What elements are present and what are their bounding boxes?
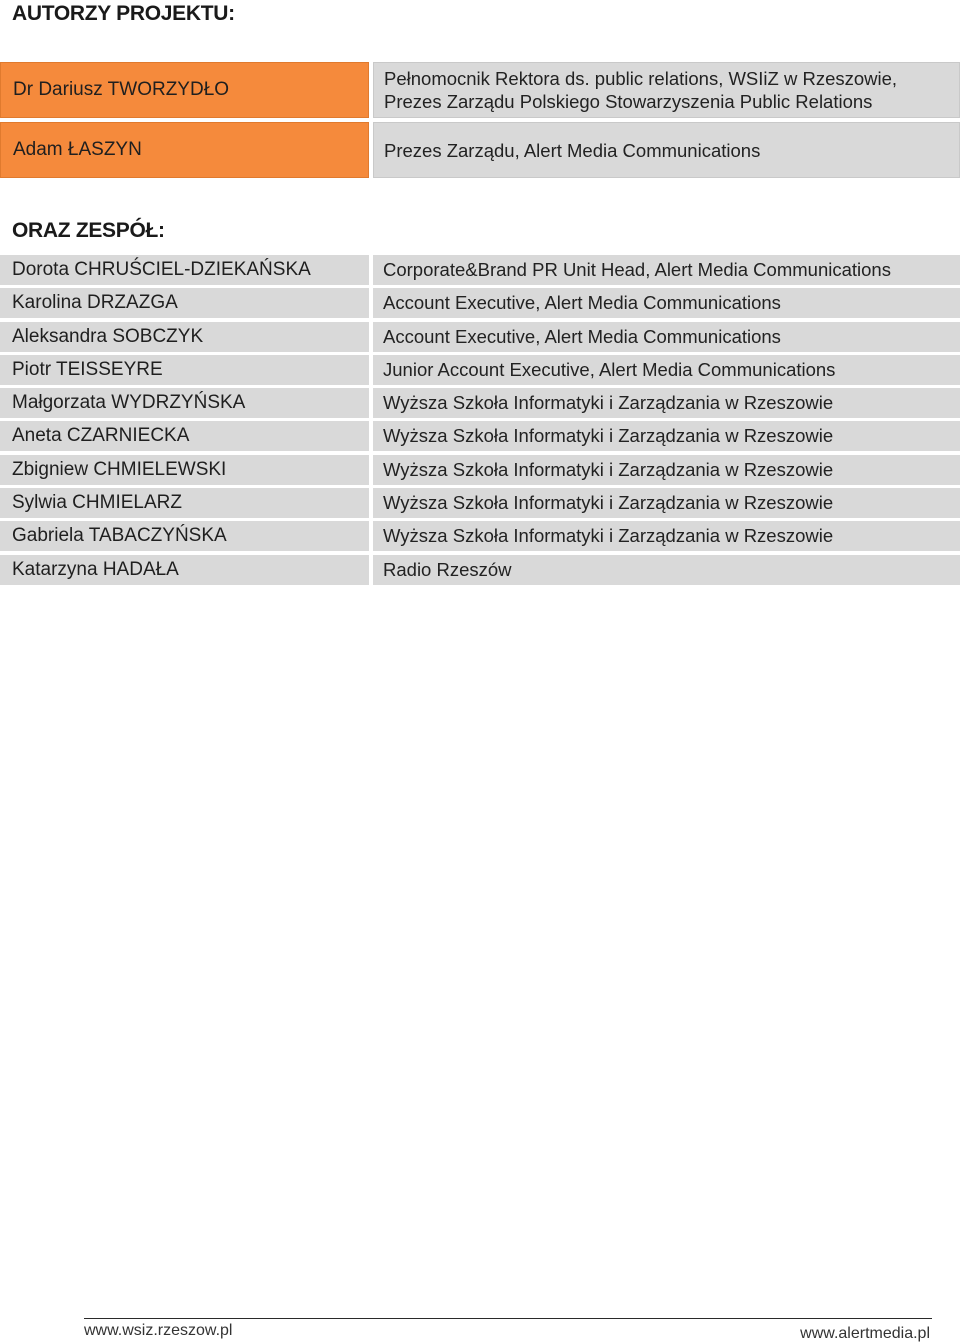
team-member-name: Aleksandra SOBCZYK bbox=[0, 322, 369, 352]
team-row bbox=[0, 455, 960, 485]
team-member-role: Wyższa Szkoła Informatyki i Zarządzania w Rzeszowie bbox=[373, 388, 960, 418]
team-row bbox=[0, 521, 960, 551]
footer-divider bbox=[84, 1318, 932, 1319]
team-row bbox=[0, 255, 960, 285]
author-role bbox=[373, 62, 960, 118]
team-member-role: Wyższa Szkoła Informatyki i Zarządzania w Rzeszowie bbox=[373, 521, 960, 551]
team-member-role: Radio Rzeszów bbox=[373, 555, 960, 585]
author-role-line: Prezes Zarządu, Alert Media Communications bbox=[384, 139, 761, 161]
footer-link-alertmedia[interactable]: www.alertmedia.pl bbox=[800, 1325, 930, 1342]
team-member-role: Junior Account Executive, Alert Media Communications bbox=[373, 355, 960, 385]
team-member-name: Katarzyna HADAŁA bbox=[0, 555, 369, 585]
team-member-name: Gabriela TABACZYŃSKA bbox=[0, 521, 369, 551]
authors-heading: AUTORZY PROJEKTU: bbox=[12, 2, 235, 25]
team-row bbox=[0, 488, 960, 518]
team-heading: ORAZ ZESPÓŁ: bbox=[12, 219, 165, 242]
team-member-role: Wyższa Szkoła Informatyki i Zarządzania w Rzeszowie bbox=[373, 421, 960, 451]
author-name: Adam ŁASZYN bbox=[0, 122, 369, 178]
team-member-name: Karolina DRZAZGA bbox=[0, 288, 369, 318]
team-member-name: Aneta CZARNIECKA bbox=[0, 421, 369, 451]
team-member-name: Sylwia CHMIELARZ bbox=[0, 488, 369, 518]
team-member-role: Corporate&Brand PR Unit Head, Alert Media Communications bbox=[373, 255, 960, 285]
team-member-name: Zbigniew CHMIELEWSKI bbox=[0, 455, 369, 485]
team-member-name: Piotr TEISSEYRE bbox=[0, 355, 369, 385]
footer-link-wsiz[interactable]: www.wsiz.rzeszow.pl bbox=[84, 1322, 233, 1339]
team-member-role: Wyższa Szkoła Informatyki i Zarządzania w Rzeszowie bbox=[373, 455, 960, 485]
team-row bbox=[0, 288, 960, 318]
team-table bbox=[0, 255, 960, 588]
team-member-role: Account Executive, Alert Media Communications bbox=[373, 322, 960, 352]
team-row bbox=[0, 355, 960, 385]
team-member-name: Dorota CHRUŚCIEL-DZIEKAŃSKA bbox=[0, 255, 369, 285]
author-row bbox=[0, 122, 960, 178]
author-name: Dr Dariusz TWORZYDŁO bbox=[0, 62, 369, 118]
author-role bbox=[373, 122, 960, 178]
team-member-role: Wyższa Szkoła Informatyki i Zarządzania w Rzeszowie bbox=[373, 488, 960, 518]
author-role-line: Pełnomocnik Rektora ds. public relations, WSIiZ w Rzeszowie, bbox=[384, 68, 898, 89]
team-row bbox=[0, 388, 960, 418]
team-row bbox=[0, 421, 960, 451]
author-role-line: Prezes Zarządu Polskiego Stowarzyszenia Public Relations bbox=[384, 91, 873, 112]
team-member-name: Małgorzata WYDRZYŃSKA bbox=[0, 388, 369, 418]
team-row bbox=[0, 555, 960, 585]
authors-table bbox=[0, 62, 960, 182]
author-row bbox=[0, 62, 960, 118]
team-member-role: Account Executive, Alert Media Communications bbox=[373, 288, 960, 318]
team-row bbox=[0, 322, 960, 352]
